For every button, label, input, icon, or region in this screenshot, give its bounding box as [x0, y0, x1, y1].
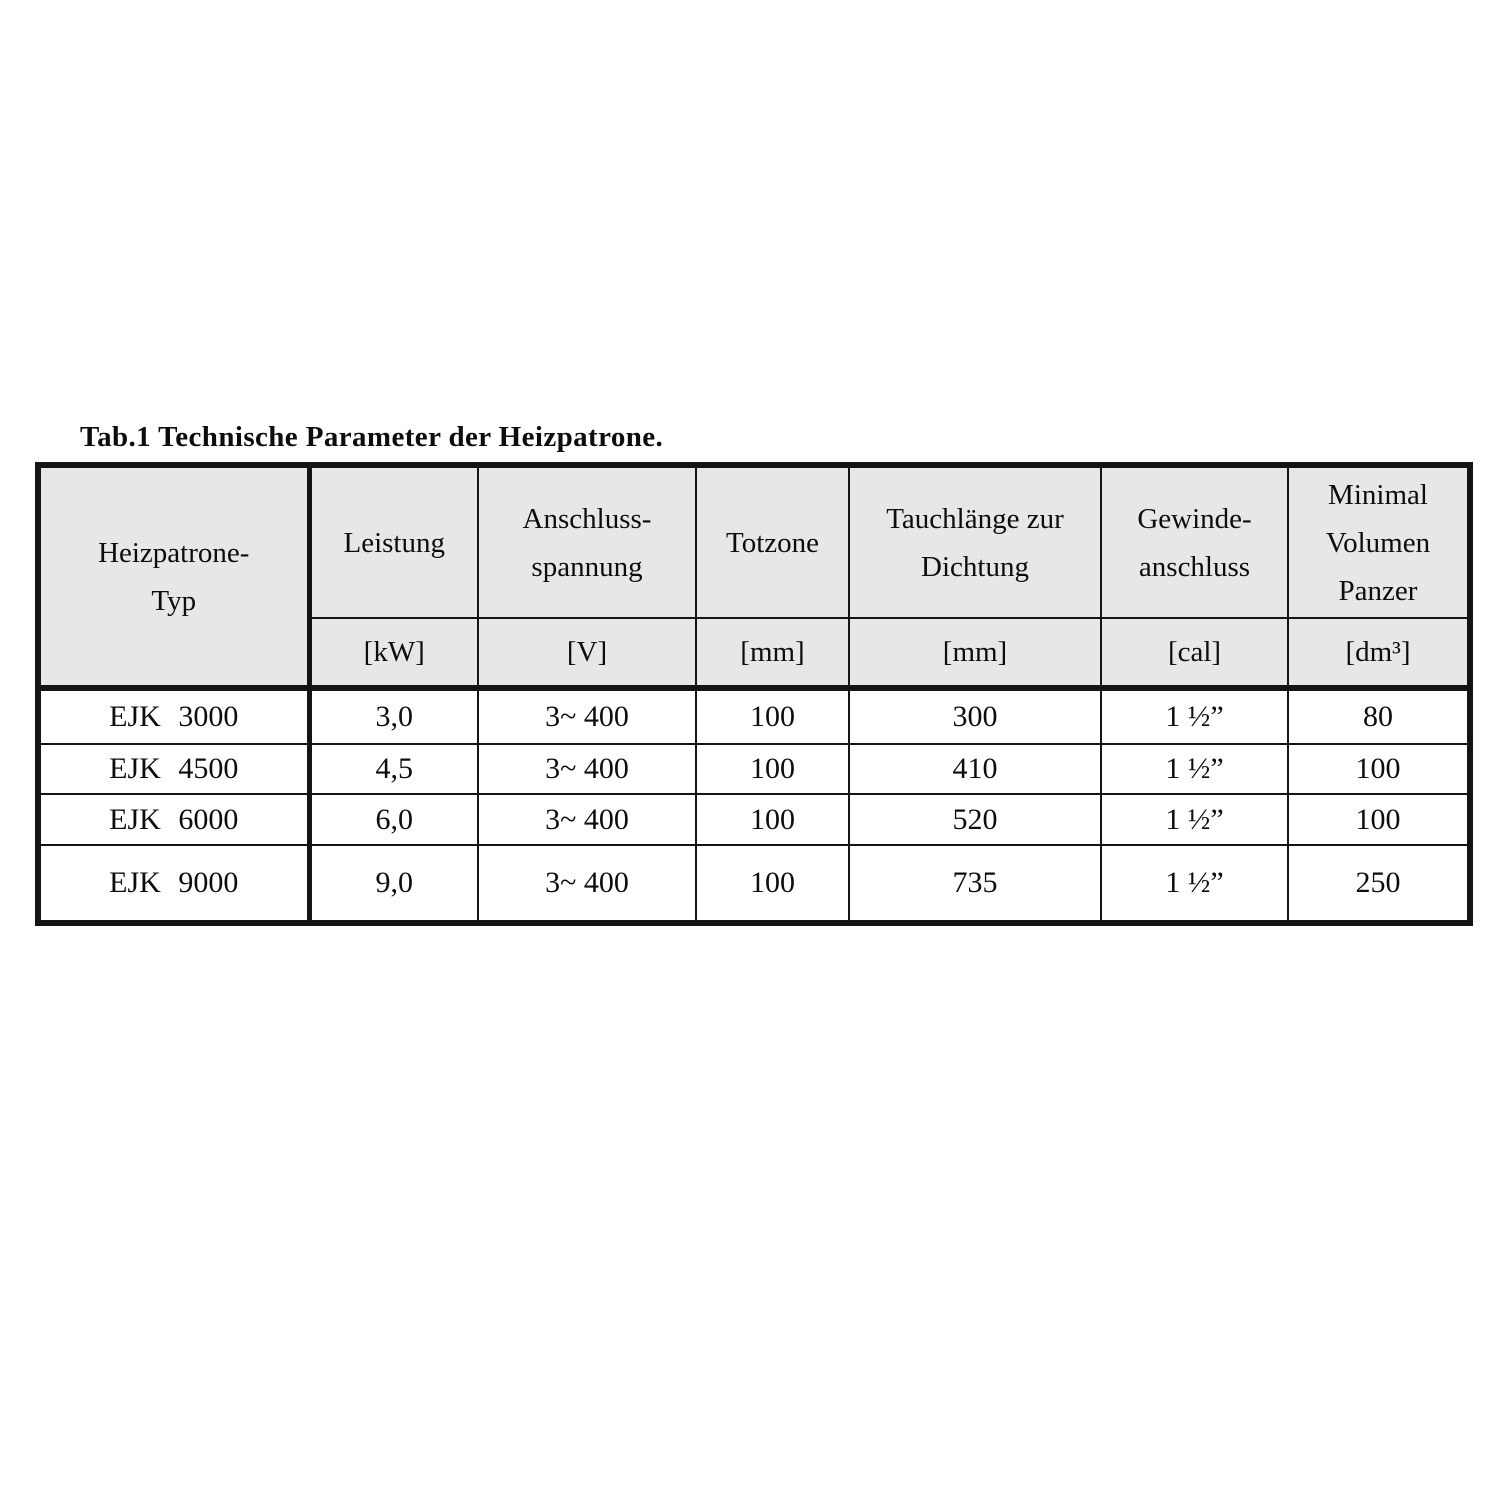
col-header-totzone [696, 465, 849, 618]
cell-volumen: 100 [1288, 794, 1470, 845]
cell-leistung: 4,5 [309, 744, 478, 794]
header-line: Dichtung [921, 550, 1029, 583]
cell-tauchlaenge: 300 [849, 688, 1101, 744]
unit-minimal-volumen: [dm³] [1288, 618, 1470, 688]
parameters-table [35, 462, 1473, 926]
cell-gewinde: 1 ½” [1101, 744, 1288, 794]
header-line: Leistung [343, 526, 445, 559]
header-line: anschluss [1138, 550, 1251, 583]
cell-typ: EJK 6000 [38, 794, 309, 845]
header-line: Anschluss- [522, 502, 652, 535]
cell-tauchlaenge: 735 [849, 845, 1101, 923]
cell-typ: EJK 3000 [38, 688, 309, 744]
cell-totzone: 100 [696, 688, 849, 744]
cell-gewinde: 1 ½” [1101, 688, 1288, 744]
col-header-anschlussspannung [478, 465, 696, 618]
cell-leistung: 6,0 [309, 794, 478, 845]
unit-tauchlaenge: [mm] [849, 618, 1101, 688]
cell-spannung: 3~ 400 [478, 688, 696, 744]
cell-volumen: 80 [1288, 688, 1470, 744]
col-header-tauchlaenge [849, 465, 1101, 618]
cell-spannung: 3~ 400 [478, 744, 696, 794]
cell-leistung: 3,0 [309, 688, 478, 744]
header-line: spannung [531, 550, 643, 583]
cell-tauchlaenge: 410 [849, 744, 1101, 794]
header-line: Panzer [1338, 574, 1418, 607]
table-row-ejk-9000 [38, 845, 1470, 923]
unit-leistung: [kW] [309, 618, 478, 688]
cell-totzone: 100 [696, 845, 849, 923]
table-row-ejk-4500 [38, 744, 1470, 794]
col-header-heizpatrone-typ [38, 465, 309, 688]
col-header-leistung [309, 465, 478, 618]
cell-totzone: 100 [696, 744, 849, 794]
unit-anschlussspannung: [V] [478, 618, 696, 688]
cell-typ: EJK 4500 [38, 744, 309, 794]
cell-gewinde: 1 ½” [1101, 794, 1288, 845]
cell-totzone: 100 [696, 794, 849, 845]
col-header-minimal-volumen [1288, 465, 1470, 618]
header-line: Volumen [1325, 526, 1431, 559]
header-line: Minimal [1328, 478, 1428, 511]
cell-gewinde: 1 ½” [1101, 845, 1288, 923]
cell-volumen: 100 [1288, 744, 1470, 794]
header-names-row [38, 465, 1470, 618]
unit-gewindeanschluss: [cal] [1101, 618, 1288, 688]
cell-tauchlaenge: 520 [849, 794, 1101, 845]
header-line: Gewinde- [1137, 502, 1252, 535]
cell-spannung: 3~ 400 [478, 794, 696, 845]
unit-totzone: [mm] [696, 618, 849, 688]
cell-typ: EJK 9000 [38, 845, 309, 923]
header-line: Totzone [726, 526, 819, 559]
cell-spannung: 3~ 400 [478, 845, 696, 923]
table-row-ejk-3000 [38, 688, 1470, 744]
table-header [38, 465, 1470, 688]
table-caption: Tab.1 Technische Parameter der Heizpatrone. [80, 421, 664, 453]
cell-volumen: 250 [1288, 845, 1470, 923]
table-row-ejk-6000 [38, 794, 1470, 845]
col-header-gewindeanschluss [1101, 465, 1288, 618]
header-line: Heizpatrone- [98, 536, 250, 569]
table-body [38, 688, 1470, 923]
header-line: Typ [151, 584, 197, 617]
header-line: Tauchlänge zur [886, 502, 1064, 535]
cell-leistung: 9,0 [309, 845, 478, 923]
